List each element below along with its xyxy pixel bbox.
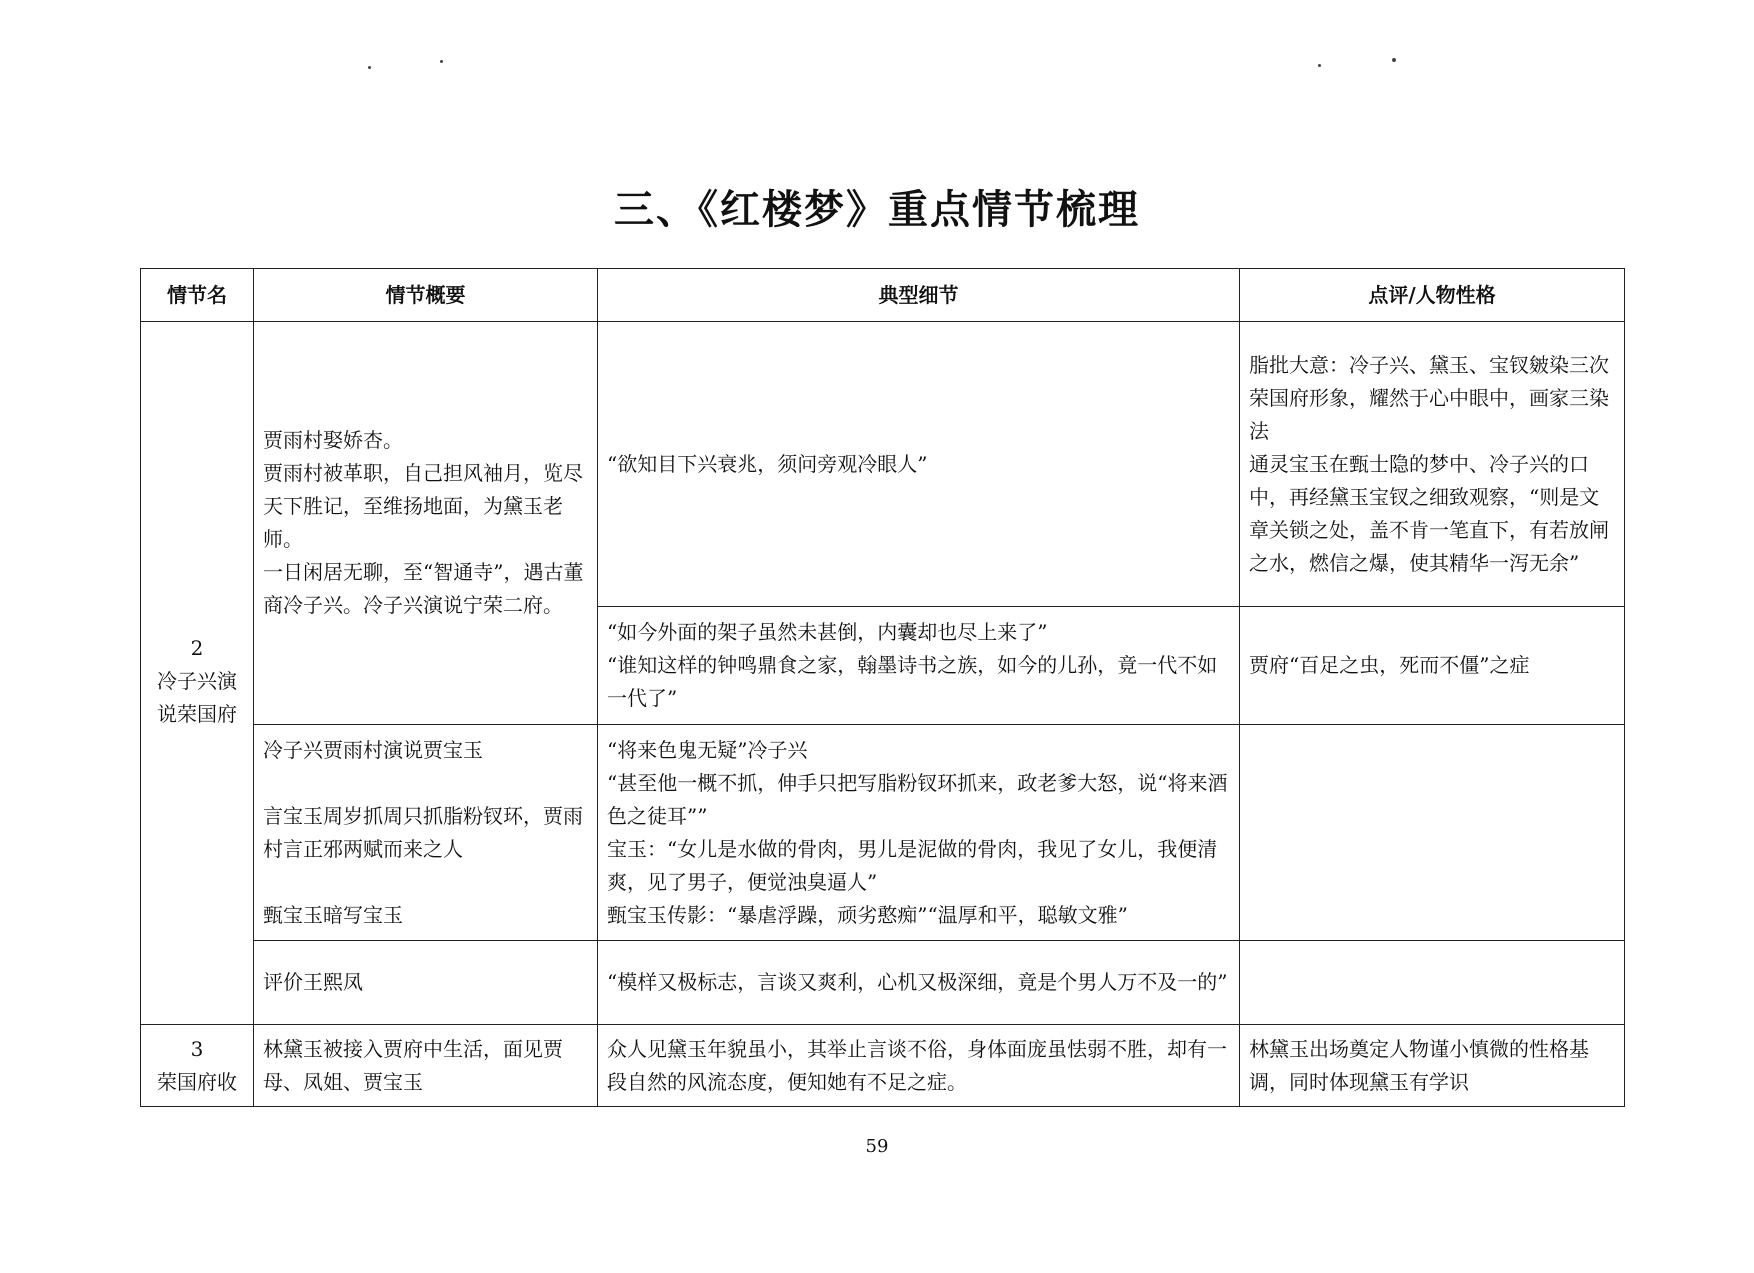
section-3-name-cell: [141, 1025, 254, 1107]
detail-line: “如今外面的架子虽然未甚倒，内囊却也尽上来了”: [607, 620, 1048, 644]
section-2-summary-c: 评价王熙凤: [254, 941, 598, 1025]
scan-speck: [368, 66, 371, 69]
comment-line: 脂批大意：冷子兴、黛玉、宝钗皴染三次荣国府形象，耀然于心中眼中，画家三染法: [1249, 352, 1609, 443]
detail-line: 甄宝玉传影：“暴虐浮躁，顽劣憨痴”“温厚和平，聪敏文雅”: [607, 902, 1128, 927]
section-2-detail-4: “模样又极标志，言谈又爽利，心机又极深细，竟是个男人万不及一的”: [598, 941, 1240, 1025]
detail-line: “甚至他一概不抓，伸手只把写脂粉钗环抓来，政老爹大怒，说“将来酒色之徒耳””: [607, 770, 1228, 828]
table-row: [141, 725, 1625, 941]
table-row: [141, 1025, 1625, 1107]
table-header-row: [141, 269, 1625, 322]
section-2-comment-3: [1240, 725, 1625, 941]
section-2-number: 2: [190, 636, 204, 660]
section-3-detail: 众人见黛玉年貌虽小，其举止言谈不俗，身体面庞虽怯弱不胜，却有一段自然的风流态度，便知她有不足之症。: [598, 1025, 1240, 1107]
summary-line: 冷子兴贾雨村演说贾宝玉: [263, 737, 483, 762]
summary-line: 甄宝玉暗写宝玉: [263, 902, 403, 927]
section-2-comment-4: [1240, 941, 1625, 1025]
section-2-detail-1: “欲知目下兴衰兆，须问旁观冷眼人”: [598, 322, 1240, 607]
section-2-comment-2: 贾府“百足之虫，死而不僵”之症: [1240, 607, 1625, 725]
header-plot-summary: 情节概要: [254, 269, 598, 322]
header-plot-name: 情节名: [141, 269, 254, 322]
section-2-detail-3: [598, 725, 1240, 941]
detail-line: 宝玉：“女儿是水做的骨肉，男儿是泥做的骨肉，我见了女儿，我便清爽，见了男子，便觉浊臭逼人”: [607, 836, 1218, 894]
page-title: 三、《红楼梦》重点情节梳理: [614, 187, 1140, 233]
comment-line: 通灵宝玉在甄士隐的梦中、冷子兴的口中，再经黛玉宝钗之细致观察，“则是文章关锁之处，盖不肯一笔直下，有若放闸之水，燃信之爆，使其精华一泻无余”: [1249, 451, 1609, 575]
section-2-detail-2: [598, 607, 1240, 725]
plot-summary-table: [140, 268, 1625, 1107]
section-3-summary: 林黛玉被接入贾府中生活，面见贾母、凤姐、贾宝玉: [254, 1025, 598, 1107]
summary-line: 言宝玉周岁抓周只抓脂粉钗环，贾雨村言正邪两赋而来之人: [263, 803, 583, 861]
scan-speck: [1318, 64, 1321, 67]
line-gap: [263, 866, 588, 899]
header-commentary: 点评/人物性格: [1240, 269, 1625, 322]
section-2-summary-a: [254, 322, 598, 725]
section-2-name-line1: 冷子兴演: [157, 669, 237, 693]
page-number: 59: [865, 1136, 889, 1157]
scan-speck: [1392, 58, 1396, 62]
section-3-number: 3: [190, 1036, 204, 1061]
summary-line: 贾雨村被革职，自己担风袖月，览尽天下胜记，至维扬地面，为黛玉老师。: [263, 461, 583, 551]
summary-line: 贾雨村娶娇杏。: [263, 428, 403, 452]
detail-line: “将来色鬼无疑”冷子兴: [607, 737, 808, 762]
section-2-summary-b: [254, 725, 598, 941]
line-gap: [263, 767, 588, 800]
section-3-comment: 林黛玉出场奠定人物谨小慎微的性格基调，同时体现黛玉有学识: [1240, 1025, 1625, 1107]
section-2-comment-1: [1240, 322, 1625, 607]
section-2-name-cell: [141, 322, 254, 1025]
section-3-name: 荣国府收: [157, 1069, 237, 1094]
scan-speck: [440, 60, 443, 63]
summary-line: 一日闲居无聊，至“智通寺”，遇古董商冷子兴。冷子兴演说宁荣二府。: [263, 560, 584, 617]
header-typical-details: 典型细节: [598, 269, 1240, 322]
detail-line: “谁知这样的钟鸣鼎食之家，翰墨诗书之族，如今的儿孙，竟一代不如一代了”: [607, 653, 1218, 710]
section-2-name-line2: 说荣国府: [157, 702, 237, 726]
table-row: [141, 941, 1625, 1025]
table-row: [141, 322, 1625, 607]
